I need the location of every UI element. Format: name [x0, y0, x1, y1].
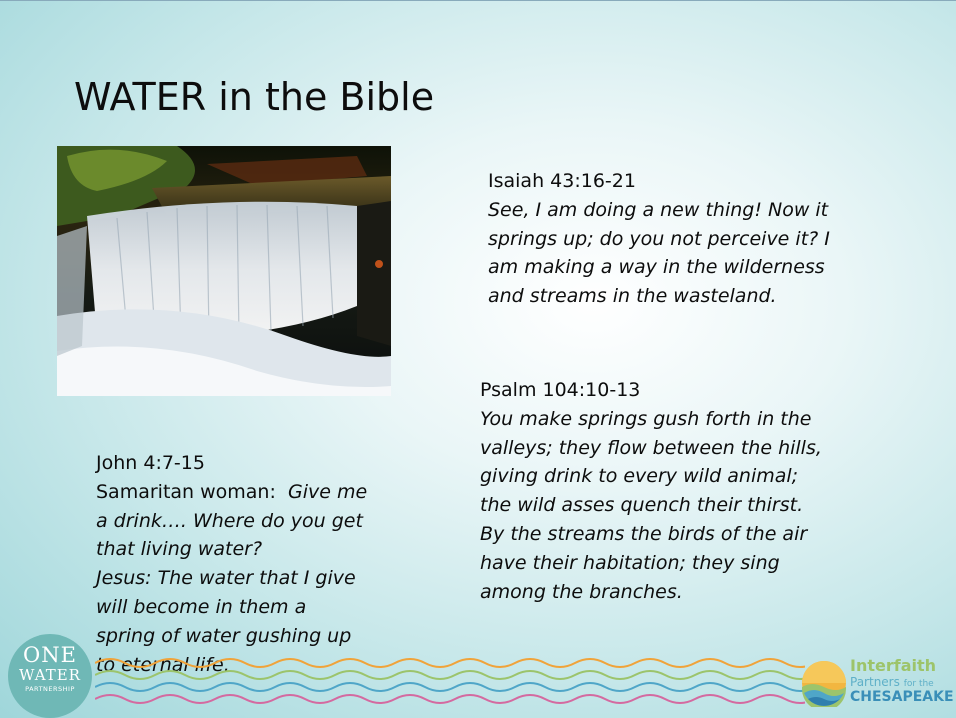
john-line: a drink…. Where do you get	[96, 509, 363, 532]
logo-text: WATER	[19, 666, 81, 684]
psalm-passage	[480, 376, 840, 606]
logo-text: Interfaith	[850, 656, 937, 675]
john-line: spring of water gushing up	[96, 624, 352, 647]
wave-line	[95, 659, 805, 667]
one-water-partnership-logo	[8, 634, 92, 718]
psalm-line: among the branches.	[480, 580, 683, 603]
psalm-line: By the streams the birds of the air	[480, 522, 808, 545]
john-quote: Give me	[287, 480, 368, 503]
chesapeake-emblem-icon	[800, 659, 848, 707]
john-line: that living water?	[96, 538, 263, 561]
decorative-waves	[95, 651, 805, 711]
psalm-line: have their habitation; they sing	[480, 551, 780, 574]
john-speaker: Samaritan woman:	[96, 480, 276, 503]
psalm-line: the wild asses quench their thirst.	[480, 494, 804, 517]
wave-line	[95, 671, 805, 679]
logo-text: CHESAPEAKE	[850, 689, 954, 705]
wave-line	[95, 695, 805, 703]
john-passage	[96, 449, 386, 679]
wave-line	[95, 683, 805, 691]
isaiah-line: springs up; do you not perceive it? I	[488, 227, 830, 250]
isaiah-line: See, I am doing a new thing! Now it	[488, 198, 829, 221]
isaiah-reference: Isaiah 43:16-21	[488, 170, 636, 192]
psalm-line: You make springs gush forth in the	[480, 407, 812, 430]
waterfall-photo	[57, 146, 391, 396]
slide-title: WATER in the Bible	[74, 75, 435, 119]
isaiah-line: am making a way in the wilderness	[488, 256, 825, 279]
logo-text-forthe: for the	[903, 679, 934, 689]
john-reference: John 4:7-15	[96, 452, 205, 474]
logo-text	[850, 675, 934, 689]
john-line	[96, 478, 386, 507]
psalm-reference: Psalm 104:10-13	[480, 379, 641, 401]
isaiah-passage	[488, 167, 848, 311]
logo-text: ONE	[23, 643, 77, 667]
isaiah-line: and streams in the wasteland.	[488, 285, 777, 308]
logo-text-partners: Partners	[850, 675, 900, 689]
logo-text: PARTNERSHIP	[25, 685, 75, 693]
john-line: Jesus: The water that I give	[96, 567, 356, 590]
interfaith-partners-logo	[800, 653, 956, 713]
psalm-line: valleys; they flow between the hills,	[480, 436, 822, 459]
john-line: will become in them a	[96, 595, 307, 618]
john-line: to eternal life.	[96, 653, 230, 676]
psalm-line: giving drink to every wild animal;	[480, 465, 799, 488]
